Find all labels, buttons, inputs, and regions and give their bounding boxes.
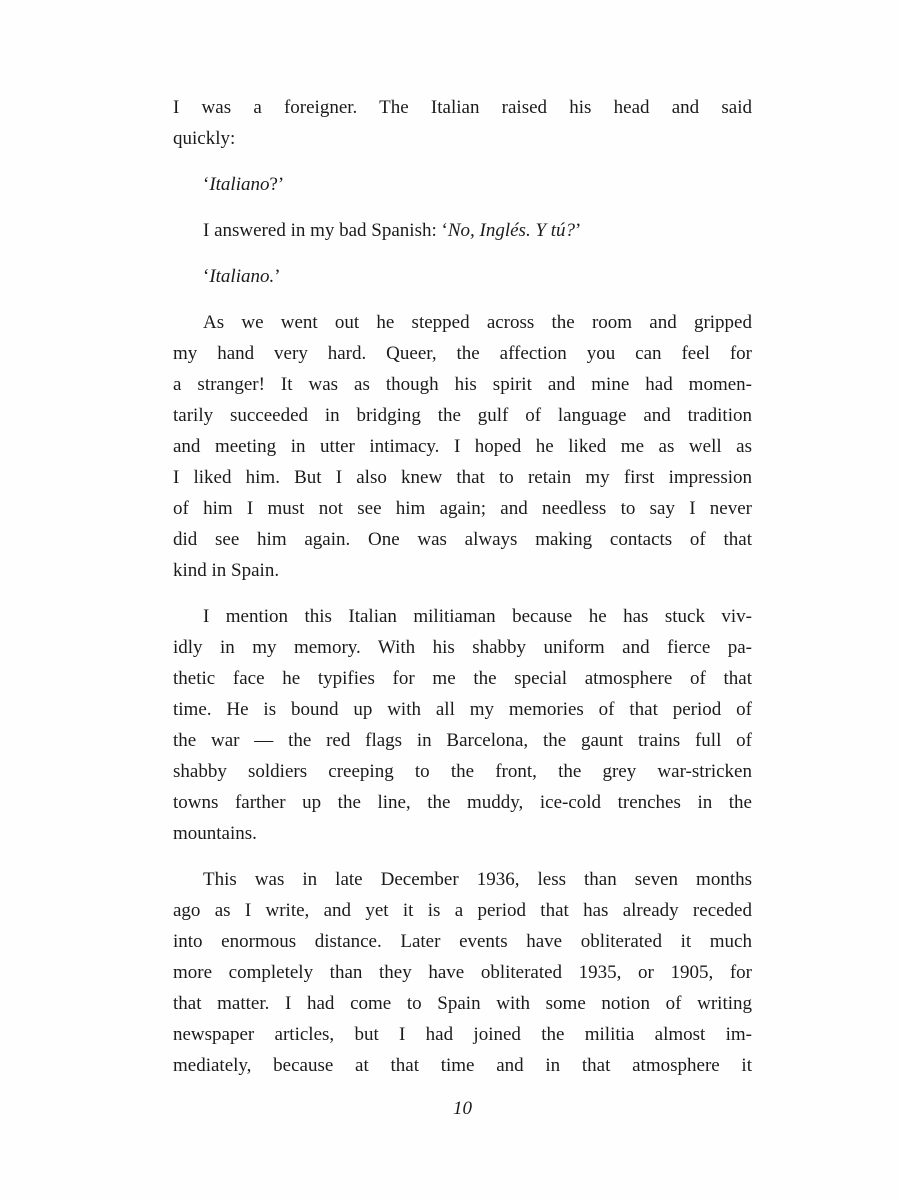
text-segment: into enormous distance. Later events have obliterated it much: [173, 931, 752, 952]
text-line: [173, 215, 752, 246]
dialogue-italiano-reply: [173, 261, 752, 292]
text-line: [173, 1050, 752, 1081]
text-segment: tarily succeeded in bridging the gulf of language and tradition: [173, 405, 752, 426]
text-segment: As we went out he stepped across the room and gripped: [203, 312, 752, 333]
text-segment: thetic face he typifies for me the special atmosphere of that: [173, 668, 752, 689]
text-line: [173, 694, 752, 725]
text-line: [173, 92, 752, 123]
text-line: [173, 369, 752, 400]
text-line: [173, 493, 752, 524]
para-as-we-went-out: [173, 307, 752, 586]
text-segment: ago as I write, and yet it is a period that has already receded: [173, 900, 752, 921]
text-segment: of him I must not see him again; and needless to say I never: [173, 498, 752, 519]
text-line: [173, 663, 752, 694]
text-line: [173, 431, 752, 462]
text-segment: did see him again. One was always making contacts of that: [173, 529, 752, 550]
text-segment: and meeting in utter intimacy. I hoped he liked me as well as: [173, 436, 752, 457]
text-segment: my hand very hard. Queer, the affection you can feel for: [173, 343, 752, 364]
text-segment: more completely than they have obliterated 1935, or 1905, for: [173, 962, 752, 983]
text-line: [173, 725, 752, 756]
text-segment: I liked him. But I also knew that to retain my first impression: [173, 467, 752, 488]
text-line: [173, 338, 752, 369]
text-segment: ‘: [203, 174, 210, 195]
italic-text: Italiano.: [209, 266, 275, 287]
text-segment: that matter. I had come to Spain with some notion of writing: [173, 993, 752, 1014]
text-segment: ’: [274, 266, 281, 287]
italic-text: Italiano: [209, 174, 270, 195]
text-line: [173, 818, 752, 849]
text-line: [173, 864, 752, 895]
text-segment: a stranger! It was as though his spirit and mine had momen-: [173, 374, 752, 395]
text-line: [173, 1019, 752, 1050]
text-segment: mediately, because at that time and in that atmosphere it: [173, 1055, 752, 1076]
text-line: [173, 756, 752, 787]
text-segment: quickly:: [173, 128, 236, 149]
text-segment: time. He is bound up with all my memories of that period of: [173, 699, 752, 720]
text-line: [173, 895, 752, 926]
text-line: [173, 400, 752, 431]
text-line: [173, 261, 752, 292]
text-segment: ?’: [269, 174, 285, 195]
text-segment: newspaper articles, but I had joined the militia almost im-: [173, 1024, 752, 1045]
text-line: [173, 787, 752, 818]
text-line: [173, 601, 752, 632]
text-line: [173, 957, 752, 988]
dialogue-italiano-question: [173, 169, 752, 200]
text-segment: ‘: [203, 266, 210, 287]
text-segment: towns farther up the line, the muddy, ice-cold trenches in the: [173, 792, 752, 813]
text-segment: I answered in my bad Spanish: ‘: [203, 220, 448, 241]
text-line: [173, 462, 752, 493]
text-line: [173, 926, 752, 957]
dialogue-answer: [173, 215, 752, 246]
para-i-mention: [173, 601, 752, 849]
text-line: [173, 524, 752, 555]
text-line: [173, 123, 752, 154]
text-line: [173, 169, 752, 200]
text-line: [173, 988, 752, 1019]
text-line: [173, 555, 752, 586]
text-segment: I was a foreigner. The Italian raised his head and said: [173, 97, 752, 118]
text-segment: ’: [575, 220, 582, 241]
text-segment: kind in Spain.: [173, 560, 280, 581]
text-segment: shabby soldiers creeping to the front, the grey war-stricken: [173, 761, 752, 782]
page-number: 10: [453, 1098, 472, 1119]
para-this-was: [173, 864, 752, 1081]
text-segment: the war — the red flags in Barcelona, the gaunt trains full of: [173, 730, 752, 751]
text-segment: This was in late December 1936, less than seven months: [203, 869, 752, 890]
page-text: [173, 92, 752, 1081]
text-segment: mountains.: [173, 823, 257, 844]
text-line: [173, 307, 752, 338]
italic-text: No, Inglés. Y tú?: [447, 220, 576, 241]
para-continuation: [173, 92, 752, 154]
text-segment: idly in my memory. With his shabby uniform and fierce pa-: [173, 637, 752, 658]
text-segment: I mention this Italian militiaman because he has stuck viv-: [203, 606, 752, 627]
text-line: [173, 632, 752, 663]
